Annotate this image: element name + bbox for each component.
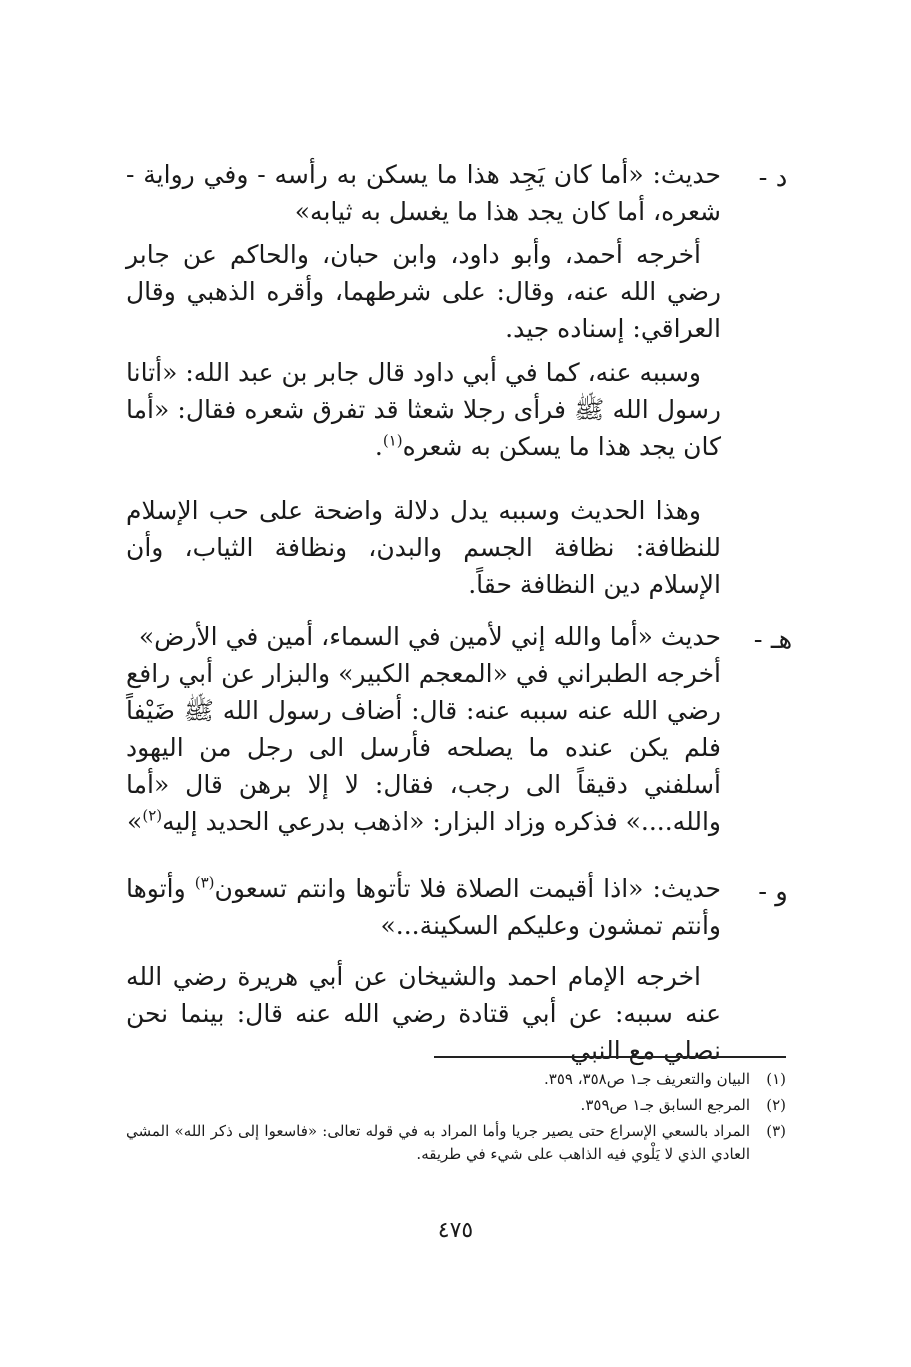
footnote-text: المراد بالسعي الإسراع حتى يصير جريا وأما المراد به في قوله تعالى: «فاسعوا إلى ذكر الله» المشي العادي الذي لا يَلْوي فيه الذاهب على شيء في طريقه. — [126, 1122, 750, 1163]
footnote-ref-3: (٣) — [194, 873, 215, 892]
footnote-number: (٣) — [766, 1122, 786, 1140]
footnote-number: (١) — [766, 1070, 786, 1088]
footnote-ref-1: (١) — [382, 431, 403, 450]
page-number: ٤٧٥ — [437, 1218, 474, 1243]
takhrij-paragraph-ha — [126, 655, 721, 840]
footnotes — [126, 1068, 786, 1169]
cause-tail-dal: . — [374, 432, 383, 461]
footnote-item — [126, 1068, 786, 1091]
hadith-text-waw-a: حديث: «اذا أقيمت الصلاة فلا تأتوها وانتم تسعون — [214, 874, 722, 903]
hadith-text-ha: حديث «أما والله إني لأمين في السماء، أمين في الأرض» — [138, 622, 721, 651]
section-marker-ha: هـ - — [753, 625, 793, 655]
footnote-divider — [434, 1056, 786, 1058]
cause-text-dal: وسببه عنه، كما في أبي داود قال جابر بن عبد الله: «أتانا رسول الله ﷺ فرأى رجلا شعثا قد تفرق شعره فقال: «أما كان يجد هذا ما يسكن به شعره — [126, 358, 721, 461]
footnote-ref-2: (٢) — [142, 806, 163, 825]
hadith-text-dal: حديث: «أما كان يَجِد هذا ما يسكن به رأسه - وفي رواية - شعره، أما كان يجد هذا ما يغسل به ثيابه» — [126, 160, 721, 226]
footnote-number: (٢) — [766, 1096, 786, 1114]
cause-paragraph-dal — [126, 354, 721, 465]
takhrij-paragraph-waw: اخرجه الإمام احمد والشيخان عن أبي هريرة رضي الله عنه سببه: عن أبي قتادة رضي الله عنه قال: بينما نحن نصلي مع النبي — [126, 962, 721, 1065]
hadith-text-waw-b: وأتوها وأنتم تمشون وعليكم السكينة...» — [126, 874, 721, 940]
takhrij-paragraph-dal: أخرجه أحمد، وأبو داود، وابن حبان، والحاكم عن جابر رضي الله عنه، وقال: على شرطهما، وأقره الذهبي وقال العراقي: إسناده جيد. — [126, 240, 721, 343]
section-marker-waw: و - — [758, 877, 788, 907]
commentary-paragraph-dal: وهذا الحديث وسببه يدل دلالة واضحة على حب الإسلام للنظافة: نظافة الجسم والبدن، ونظافة الثياب، وأن الإسلام دين النظافة حقاً. — [126, 496, 721, 599]
takhrij-tail-ha: » — [127, 807, 143, 836]
footnote-item — [126, 1120, 786, 1166]
footnote-item — [126, 1094, 786, 1117]
takhrij-text-ha: أخرجه الطبراني في «المعجم الكبير» والبزار عن أبي رافع رضي الله عنه سببه عنه: قال: أضاف رسول الله ﷺ ضَيْفاً فلم يكن عنده ما يصلحه فأرسل الى رجل من اليهود أسلفني دقيقاً الى رجب، فقال: لا إلا برهن قال «أما والله....» فذكره وزاد البزار: «اذهب بدرعي الحديد إليه — [126, 659, 721, 836]
footnote-text: البيان والتعريف جـ١ ص٣٥٨، ٣٥٩. — [543, 1070, 750, 1088]
section-marker-dal: د - — [758, 163, 788, 193]
footnote-text: المرجع السابق جـ١ ص٣٥٩. — [580, 1096, 750, 1114]
hadith-text-waw — [126, 870, 721, 944]
